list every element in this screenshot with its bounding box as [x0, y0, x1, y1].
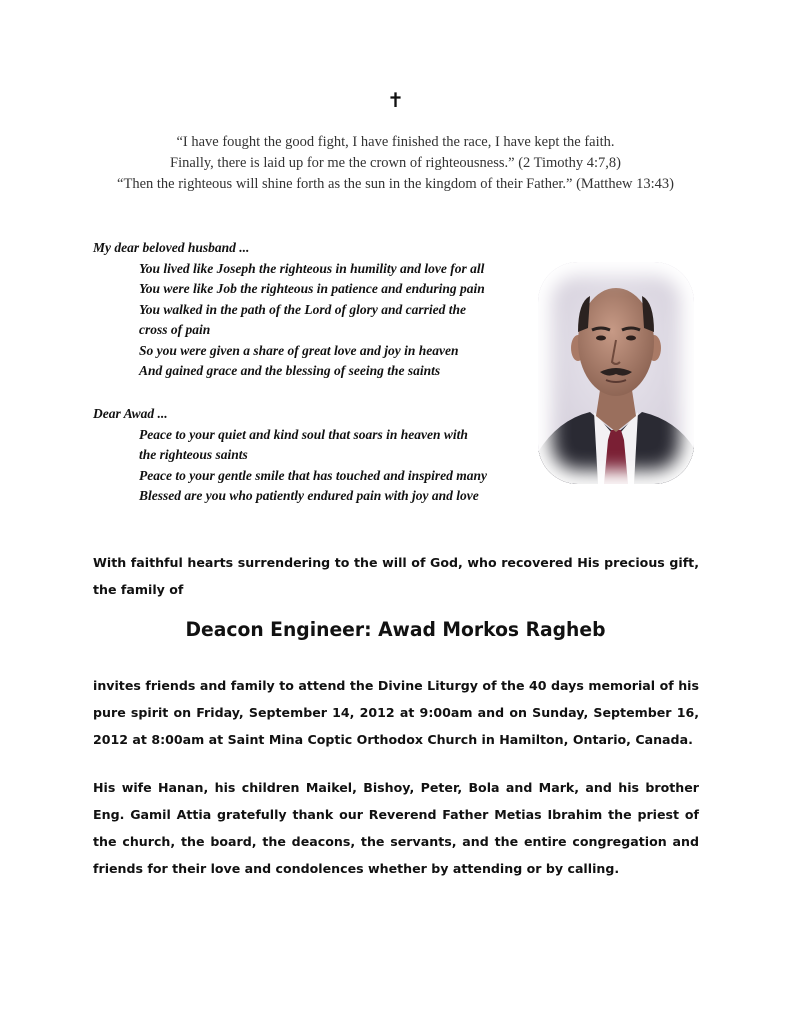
poem-line: And gained grace and the blessing of seeing the saints — [139, 363, 441, 378]
intro-paragraph: With faithful hearts surrendering to the will of God, who recovered His precious gift, the family of — [93, 555, 699, 597]
poem-line: cross of pain — [139, 322, 211, 337]
invitation-paragraph: invites friends and family to attend the Divine Liturgy of the 40 days memorial of his pure spirit on Friday, September 14, 2012 at 9:00am and on Sunday, September 16, 2012 at 8:00am at Saint Mina Coptic Orthodox Church in Hamilton, Ontario, Canada. — [93, 678, 699, 747]
photo-vignette — [538, 262, 694, 484]
poem-line: You were like Job the righteous in patience and enduring pain — [139, 281, 485, 296]
portrait-photo — [538, 262, 694, 484]
poem-line: You lived like Joseph the righteous in humility and love for all — [139, 260, 485, 276]
verse-line: “I have fought the good fight, I have finished the race, I have kept the faith. — [176, 134, 615, 150]
scripture-verses — [40, 132, 751, 195]
poem-heading: My dear beloved husband ... — [93, 240, 250, 255]
verse-line: Finally, there is laid up for me the crown of righteousness.” (2 Timothy 4:7,8) — [170, 155, 621, 171]
poem-line: Peace to your quiet and kind soul that soars in heaven with — [139, 426, 468, 442]
poem-awad — [93, 404, 487, 507]
poem-husband — [93, 238, 485, 382]
verse-line: “Then the righteous will shine forth as the sun in the kingdom of their Father.” (Matthew 13:43) — [117, 176, 674, 192]
poem-line: You walked in the path of the Lord of glory and carried the — [139, 301, 467, 317]
poem-line: the righteous saints — [139, 447, 248, 462]
poem-line: So you were given a share of great love and joy in heaven — [139, 342, 459, 358]
cross-icon: ✝ — [387, 88, 404, 112]
poem-line: Blessed are you who patiently endured pain with joy and love — [139, 488, 479, 503]
poem-line: Peace to your gentle smile that has touched and inspired many — [139, 467, 488, 483]
thanks-paragraph: His wife Hanan, his children Maikel, Bishoy, Peter, Bola and Mark, and his brother Eng. Gamil Attia gratefully thank our Reverend Father Metias Ibrahim the priest of the church, the board, the deacons, the servants, and the entire congregation and friends for their love and condolences whether by attending or by calling. — [93, 780, 699, 876]
deceased-name-title: Deacon Engineer: Awad Morkos Ragheb — [185, 618, 606, 641]
poem-heading: Dear Awad ... — [93, 406, 168, 421]
